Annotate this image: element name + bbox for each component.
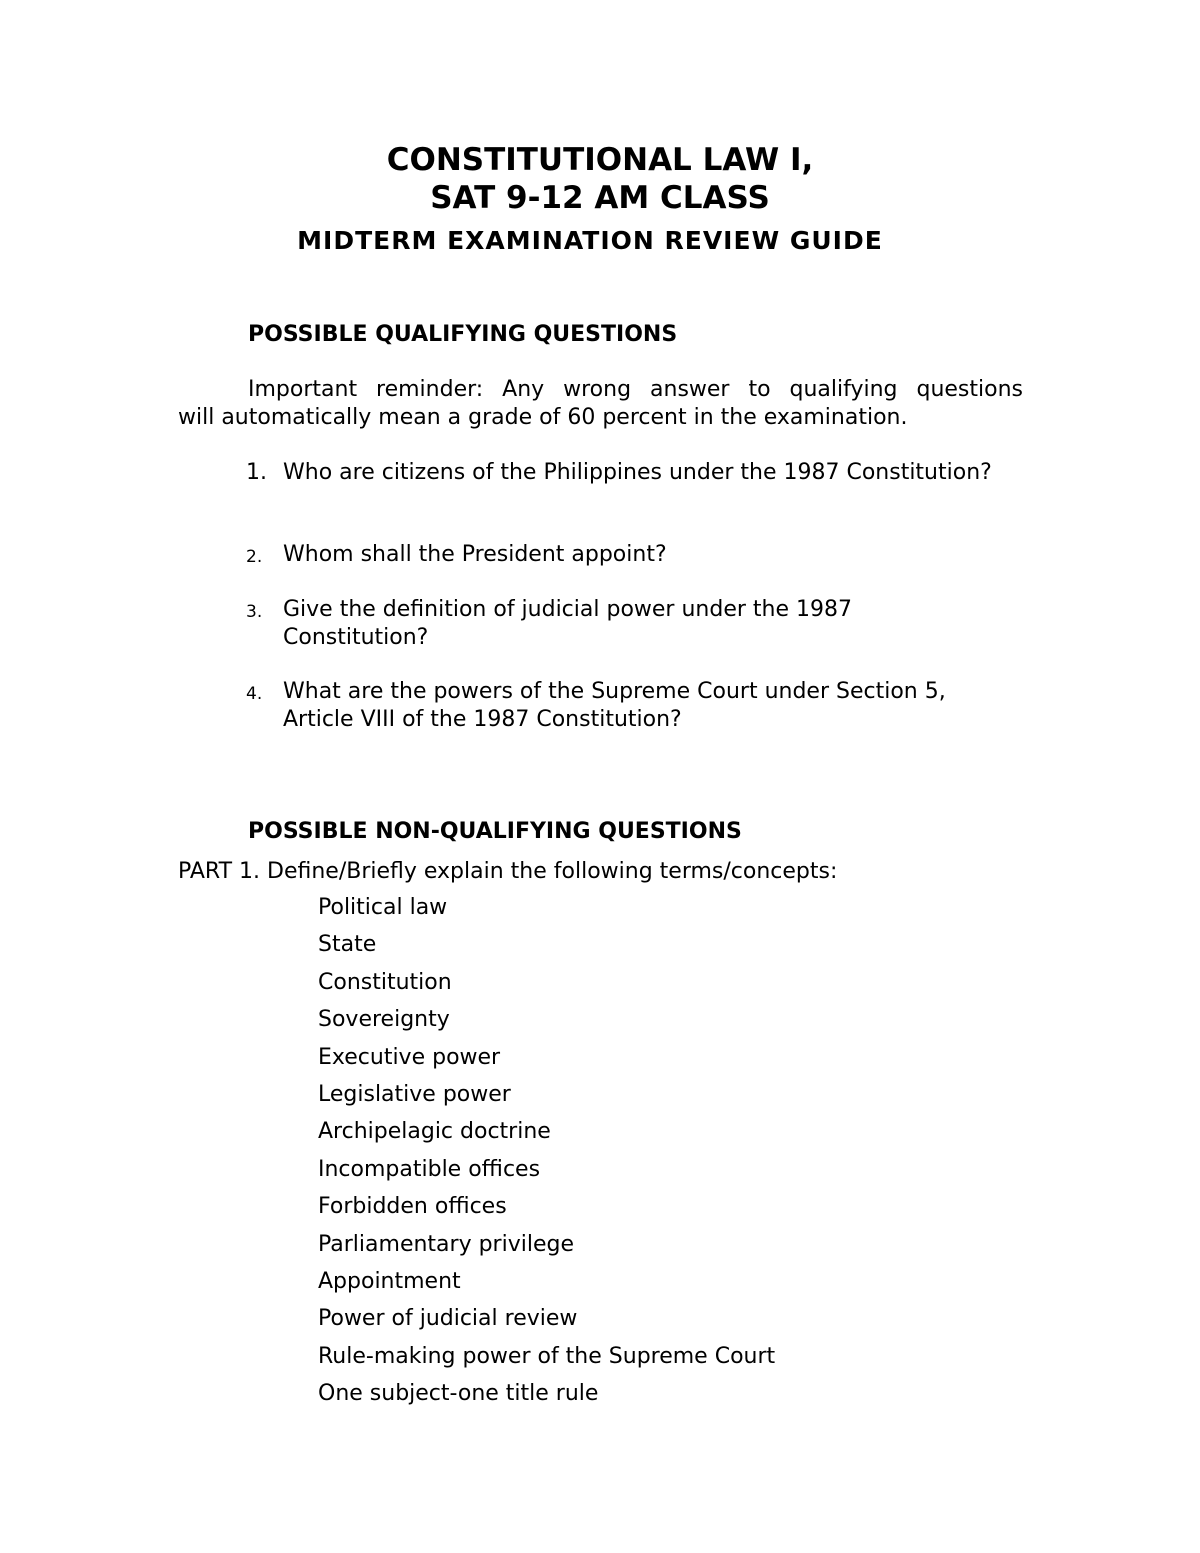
term-item: Forbidden offices [318,1194,507,1220]
term-item: Power of judicial review [318,1306,578,1332]
document-title: CONSTITUTIONAL LAW I, [386,142,814,178]
question-number: 3. [246,602,263,622]
reminder-line-2: will automatically mean a grade of 60 percent in the examination. [178,405,908,430]
term-item: Parliamentary privilege [318,1231,574,1257]
important-reminder [178,376,1023,432]
term-item: Incompatible offices [318,1156,541,1182]
term-item: Executive power [318,1044,501,1070]
term-item: Sovereignty [318,1007,450,1033]
qualifying-question-2 [246,541,1046,569]
term-item: Constitution [318,969,452,995]
question-number: 1. [246,460,267,485]
document-class: SAT 9-12 AM CLASS [430,180,770,216]
qualifying-question-4 [246,678,1046,734]
reminder-line-1: Important reminder: Any wrong answer to qualifying questions [248,377,1023,402]
term-item: Legislative power [318,1081,511,1107]
document-subtitle: MIDTERM EXAMINATION REVIEW GUIDE [297,226,883,255]
question-text: Who are citizens of the Philippines under the 1987 Constitution? [283,460,992,485]
part1-instruction: PART 1. Define/Briefly explain the following terms/concepts: [178,859,838,884]
question-text: Give the definition of judicial power under the 1987 Constitution? [283,597,852,650]
term-item: Archipelagic doctrine [318,1119,551,1145]
qualifying-heading: POSSIBLE QUALIFYING QUESTIONS [248,322,678,347]
non-qualifying-heading: POSSIBLE NON-QUALIFYING QUESTIONS [248,819,742,844]
question-number: 2. [246,547,263,567]
terms-list [318,894,775,1417]
term-item: State [318,932,377,958]
term-item: Political law [318,895,448,920]
question-text: What are the powers of the Supreme Court under Section 5, Article VIII of the 1987 Constitution? [283,679,946,732]
qualifying-question-1 [246,459,1046,487]
qualifying-question-3 [246,596,1046,652]
term-item: One subject-one title rule [318,1381,599,1407]
question-number: 4. [246,684,263,704]
question-text: Whom shall the President appoint? [283,542,667,567]
term-item: Appointment [318,1268,461,1294]
term-item: Rule-making power of the Supreme Court [318,1343,776,1369]
